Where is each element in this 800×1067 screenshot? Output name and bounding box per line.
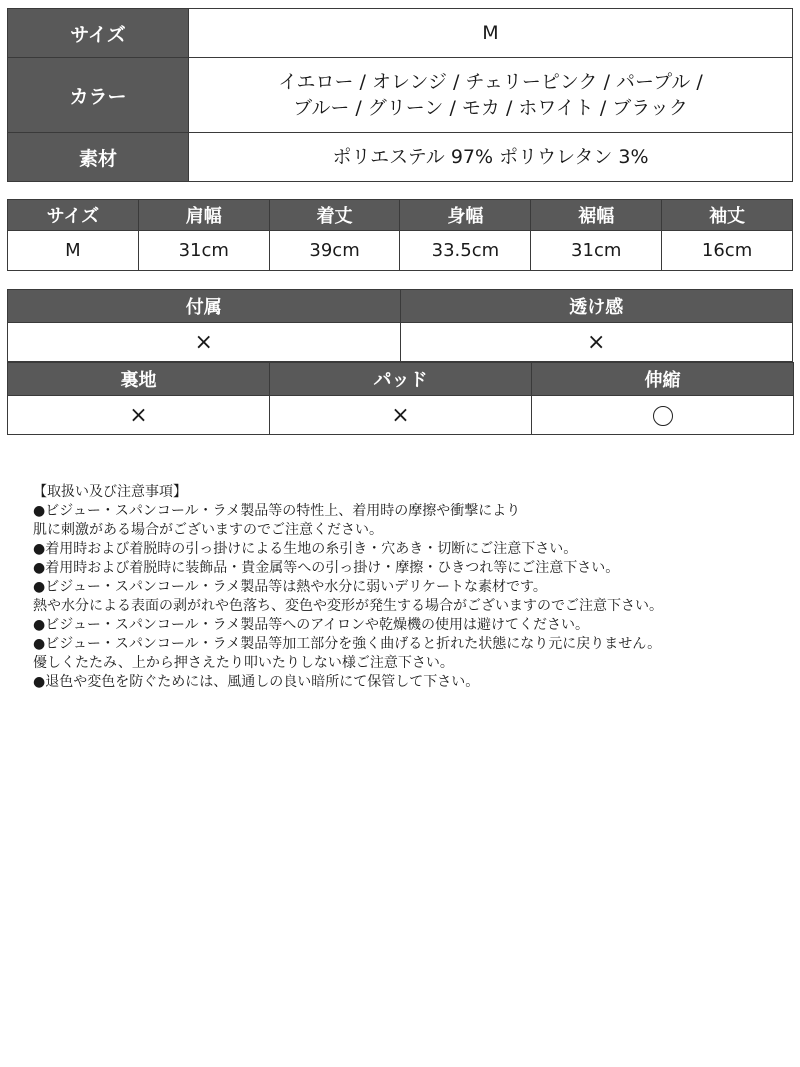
material-value: ポリエステル 97% ポリウレタン 3% (189, 133, 793, 182)
note-line: ●着用時および着脱時に装飾品・貴金属等への引っ掛け・摩擦・ひきつれ等にご注意下さい。 (33, 560, 620, 576)
size-header: サイズ (8, 200, 139, 231)
stretch-value (532, 396, 794, 435)
size-header: 着丈 (269, 200, 400, 231)
note-line: ●ビジュー・スパンコール・ラメ製品等へのアイロンや乾燥機の使用は避けてください。 (33, 617, 589, 633)
size-header: 袖丈 (662, 200, 793, 231)
note-line: ●ビジュー・スパンコール・ラメ製品等は熱や水分に弱いデリケートな素材です。 (33, 579, 547, 595)
size-value-row (8, 231, 793, 271)
size-cell: 33.5cm (400, 231, 531, 271)
feature-table-accessories (7, 289, 793, 362)
spec-table (7, 8, 793, 182)
note-line: ●ビジュー・スパンコール・ラメ製品等の特性上、着用時の摩擦や衝撃により (33, 503, 521, 519)
material-label: 素材 (8, 133, 189, 182)
care-notes (33, 483, 793, 692)
size-header: 肩幅 (138, 200, 269, 231)
spec-row-size (8, 9, 793, 58)
lining-value: × (8, 396, 270, 435)
padding-label: パッド (270, 363, 532, 396)
note-line: ●ビジュー・スパンコール・ラメ製品等加工部分を強く曲げると折れた状態になり元に戻りません。 (33, 636, 662, 652)
circle-mark-icon (653, 406, 673, 426)
stretch-label: 伸縮 (532, 363, 794, 396)
size-table (7, 199, 793, 271)
color-value (189, 58, 793, 133)
size-label: サイズ (8, 9, 189, 58)
size-cell: 31cm (531, 231, 662, 271)
spec-row-material (8, 133, 793, 182)
size-value: M (189, 9, 793, 58)
feature-table-lining (7, 362, 794, 435)
color-line-2: ブルー / グリーン / モカ / ホワイト / ブラック (293, 97, 688, 119)
feature-header-row (8, 363, 794, 396)
size-cell: M (8, 231, 139, 271)
lining-label: 裏地 (8, 363, 270, 396)
feature-value-row (8, 323, 793, 362)
size-cell: 39cm (269, 231, 400, 271)
accessories-value: × (8, 323, 401, 362)
spec-row-color (8, 58, 793, 133)
note-line: ●着用時および着脱時の引っ掛けによる生地の糸引き・穴あき・切断にご注意下さい。 (33, 541, 578, 557)
feature-header-row (8, 290, 793, 323)
sheerness-value: × (400, 323, 793, 362)
note-line: 優しくたたみ、上から押さえたり叩いたりしない様ご注意下さい。 (33, 655, 454, 671)
feature-value-row (8, 396, 794, 435)
note-line: 肌に刺激がある場合がございますのでご注意ください。 (33, 522, 383, 538)
color-line-1: イエロー / オレンジ / チェリーピンク / パープル / (278, 71, 703, 93)
size-header-row (8, 200, 793, 231)
sheerness-label: 透け感 (400, 290, 793, 323)
size-cell: 16cm (662, 231, 793, 271)
size-header: 裾幅 (531, 200, 662, 231)
accessories-label: 付属 (8, 290, 401, 323)
padding-value: × (270, 396, 532, 435)
note-line: ●退色や変色を防ぐためには、風通しの良い暗所にて保管して下さい。 (33, 674, 480, 690)
color-label: カラー (8, 58, 189, 133)
size-cell: 31cm (138, 231, 269, 271)
size-header: 身幅 (400, 200, 531, 231)
notes-title: 【取扱い及び注意事項】 (33, 484, 187, 500)
note-line: 熱や水分による表面の剥がれや色落ち、変色や変形が発生する場合がございますのでご注意下さい。 (33, 598, 663, 614)
